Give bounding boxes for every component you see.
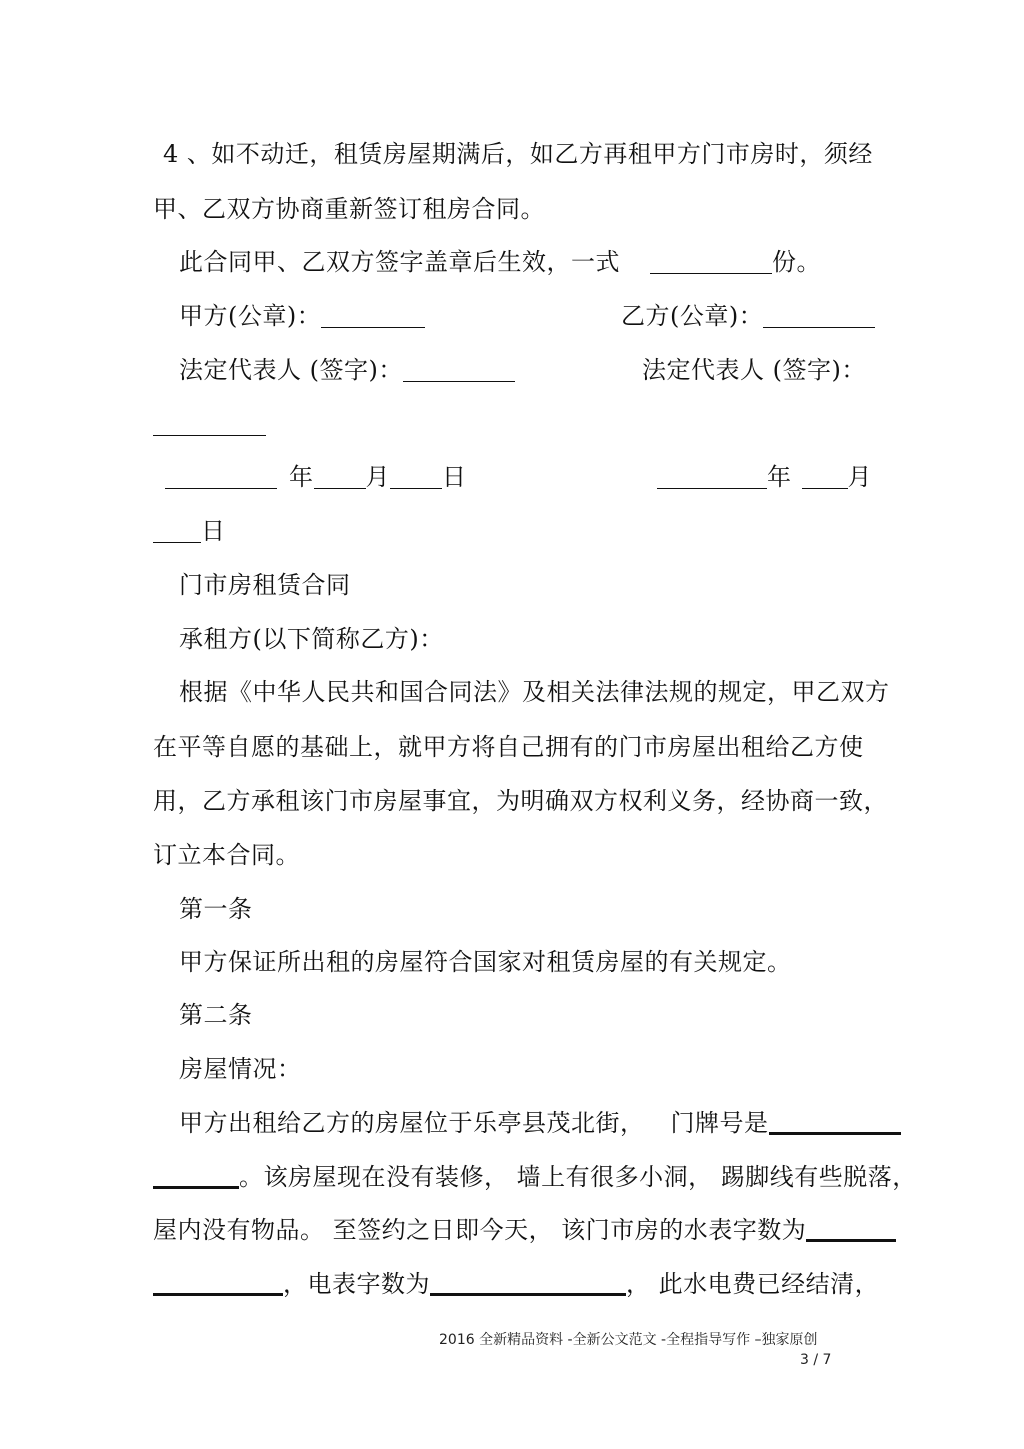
year-label: 年 [767,463,792,491]
paragraph-line [153,839,300,871]
month-blank [802,464,848,489]
paragraph-line [153,193,545,225]
text: 甲、乙双方协商重新签订租房合同。 [153,195,545,223]
copies-blank [650,249,772,274]
text: 此合同甲、乙双方签字盖章后生效，一式 [179,248,620,276]
copies-line [179,246,821,278]
paragraph-line [163,138,873,170]
rep-b-blank-line [153,408,266,440]
paragraph-line [153,785,888,817]
text: ， 此水电费已经结清， [626,1270,880,1298]
water-meter-blank [153,1269,283,1296]
rep-b-blank [153,411,266,436]
day-blank [153,518,201,543]
day-blank [390,464,442,489]
day-label: 日 [442,463,467,491]
party-a-seal [179,300,425,332]
lessee-line [179,623,444,655]
text: 份。 [772,248,821,276]
text: ，电表字数为 [283,1270,430,1298]
rep-b-line [642,354,866,386]
text: 甲方出租给乙方的房屋位于乐亭县茂北街， [179,1109,645,1137]
paragraph-line [179,676,890,708]
text: 4 、如不动迁，租赁房屋期满后，如乙方再租甲方门市房时，须经 [163,140,873,168]
day-label: 日 [201,517,226,545]
paragraph-line [153,1161,917,1193]
label: 乙方(公章)： [621,302,764,330]
label: 法定代表人 (签字)： [642,356,866,384]
date-b-line [657,461,872,493]
paragraph-line [153,731,864,763]
paragraph-line [153,1214,896,1246]
month-label: 月 [847,463,872,491]
text: 甲方保证所出租的房屋符合国家对租赁房屋的有关规定。 [179,948,792,976]
year-label: 年 [289,463,314,491]
year-blank [165,464,277,489]
label: 法定代表人 (签字)： [179,356,403,384]
text: 房屋情况： [179,1055,302,1083]
text: 在平等自愿的基础上，就甲方将自己拥有的门市房屋出租给乙方使 [153,733,864,761]
text: 。该房屋现在没有装修， 墙上有很多小洞， 踢脚线有些脱落， [239,1163,917,1191]
text: 订立本合同。 [153,841,300,869]
article-heading [179,893,253,925]
paragraph-line [153,1268,879,1300]
date-b-day-line [153,515,226,547]
article-heading [179,999,253,1031]
text: 第二条 [179,1001,253,1029]
text: 门市房租赁合同 [179,571,351,599]
date-a-line [165,461,467,493]
text: 门牌号是 [670,1109,769,1137]
party-b-seal [621,300,875,332]
party-a-blank [321,303,425,328]
month-blank [314,464,366,489]
contract-title [179,569,351,601]
text: 用，乙方承租该门市房屋事宜，为明确双方权利义务，经协商一致， [153,787,888,815]
footer-text: 2016 全新精品资料 -全新公文范文 -全程指导写作 –独家原创 [439,1332,818,1348]
page-number: 3 / 7 [800,1352,832,1368]
door-number-blank [153,1162,239,1189]
text: 承租方(以下简称乙方)： [179,625,444,653]
label: 甲方(公章)： [179,302,322,330]
rep-a-blank [403,357,515,382]
water-meter-blank [806,1215,896,1242]
text: 第一条 [179,895,253,923]
year-blank [657,464,767,489]
rep-a-line [179,354,515,386]
paragraph-line [179,946,792,978]
paragraph-line [179,1053,302,1085]
party-b-blank [763,303,875,328]
text: 根据《中华人民共和国合同法》及相关法律法规的规定，甲乙双方 [179,678,890,706]
door-number-blank [769,1108,901,1135]
month-label: 月 [365,463,390,491]
house-location-line [179,1107,901,1139]
text: 屋内没有物品。 至签约之日即今天， 该门市房的水表字数为 [153,1216,807,1244]
electric-meter-blank [430,1269,626,1296]
